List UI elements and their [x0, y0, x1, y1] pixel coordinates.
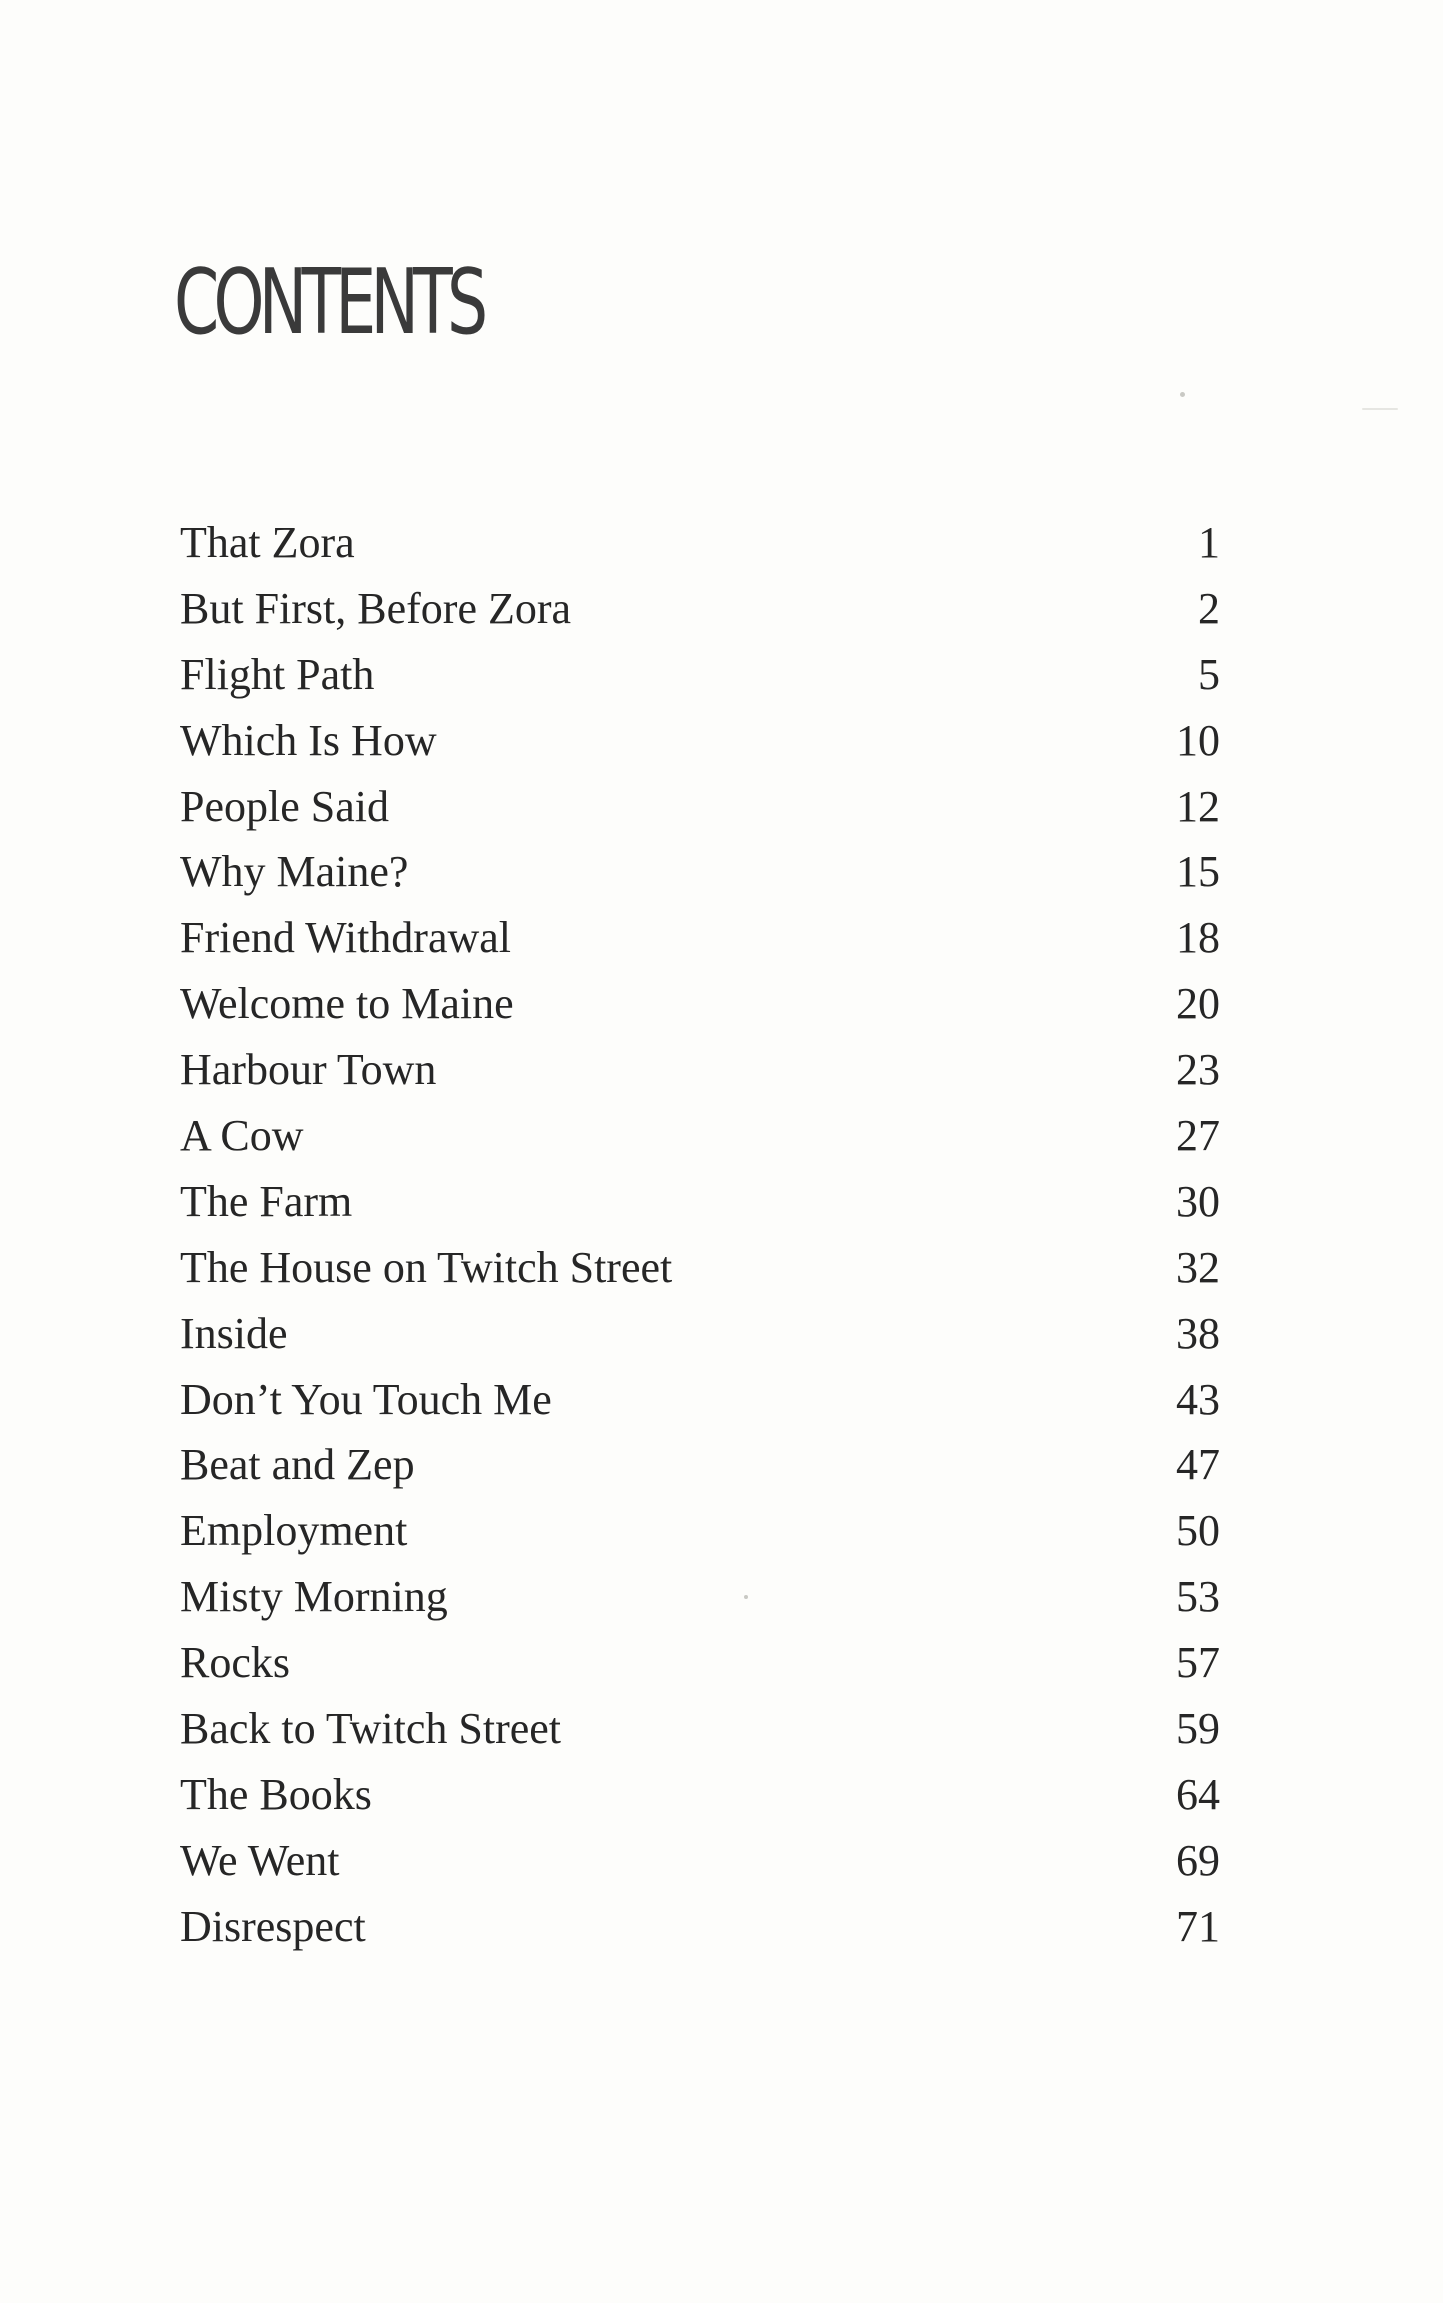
toc-entry: [180, 510, 1220, 576]
toc-entry-title: Back to Twitch Street: [180, 1704, 562, 1754]
toc-entry-title: Welcome to Maine: [180, 979, 514, 1029]
toc-entry-page: 2: [1198, 583, 1220, 633]
toc-entry: [180, 971, 1220, 1037]
toc-entry-page: 47: [1176, 1440, 1220, 1490]
toc-entry: [180, 576, 1220, 642]
toc-entry: [180, 774, 1220, 840]
toc-entry-title: We Went: [180, 1835, 340, 1885]
contents-heading: CONTENTS: [174, 250, 483, 355]
toc-entry-page: 32: [1176, 1242, 1220, 1292]
toc-entry-page: 1: [1198, 518, 1220, 567]
toc-entry: [180, 1894, 1220, 1960]
toc-entry-page: 15: [1176, 847, 1220, 897]
paper-speck: [744, 1595, 748, 1599]
toc-entry: [180, 1301, 1220, 1367]
toc-entry-title: Employment: [180, 1506, 408, 1556]
toc-entry-page: 18: [1176, 913, 1220, 963]
toc-entry-title: Flight Path: [180, 649, 375, 699]
toc-entry-title: The Farm: [180, 1176, 353, 1226]
toc-entry-page: 12: [1176, 781, 1220, 831]
toc-entry: [180, 905, 1220, 971]
toc-entry-title: Inside: [180, 1308, 288, 1358]
toc-entry-title: Disrespect: [180, 1901, 366, 1951]
toc-entry: [180, 1235, 1220, 1301]
toc-entry-page: 27: [1176, 1111, 1220, 1161]
toc-entry-page: 43: [1176, 1374, 1220, 1424]
toc-entry: [180, 1169, 1220, 1235]
paper-speck: [1362, 408, 1398, 410]
toc-entry: [180, 839, 1220, 905]
toc-entry-page: 64: [1176, 1769, 1220, 1819]
toc-entry-page: 59: [1176, 1704, 1220, 1754]
toc-entry-page: 71: [1176, 1901, 1220, 1951]
toc-entry-title: Don’t You Touch Me: [180, 1374, 552, 1424]
toc-entry: [180, 1432, 1220, 1498]
toc-entry: [180, 1630, 1220, 1696]
toc-entry-title: That Zora: [180, 518, 355, 567]
paper-speck: [1180, 392, 1185, 397]
toc-entry: [180, 1103, 1220, 1169]
toc-entry: [180, 1696, 1220, 1762]
toc-entry-title: Misty Morning: [180, 1572, 448, 1622]
toc-entry: [180, 642, 1220, 708]
toc-entry-page: 38: [1176, 1308, 1220, 1358]
toc-entry-title: Why Maine?: [180, 847, 409, 897]
toc-entry-title: The Books: [180, 1769, 372, 1819]
toc-entry-title: A Cow: [180, 1111, 304, 1161]
toc-entry-page: 5: [1198, 649, 1220, 699]
toc-entry-title: Rocks: [180, 1638, 290, 1688]
table-of-contents: [180, 510, 1220, 1960]
toc-entry-title: But First, Before Zora: [180, 583, 572, 633]
toc-entry: [180, 1828, 1220, 1894]
toc-entry: [180, 1367, 1220, 1433]
toc-entry-page: 10: [1176, 715, 1220, 765]
toc-entry-title: People Said: [180, 781, 389, 831]
toc-entry-title: Harbour Town: [180, 1045, 437, 1095]
toc-entry-page: 53: [1176, 1572, 1220, 1622]
toc-entry-title: Friend Withdrawal: [180, 913, 512, 963]
toc-entry: [180, 1498, 1220, 1564]
toc-entry: [180, 1762, 1220, 1828]
toc-entry: [180, 708, 1220, 774]
toc-entry-title: Beat and Zep: [180, 1440, 415, 1490]
toc-entry: [180, 1037, 1220, 1103]
toc-entry-page: 20: [1176, 979, 1220, 1029]
toc-entry: [180, 1564, 1220, 1630]
toc-entry-title: The House on Twitch Street: [180, 1242, 673, 1292]
toc-entry-page: 30: [1176, 1176, 1220, 1226]
toc-entry-page: 50: [1176, 1506, 1220, 1556]
toc-entry-page: 69: [1176, 1835, 1220, 1885]
toc-entry-title: Which Is How: [180, 715, 437, 765]
toc-entry-page: 23: [1176, 1045, 1220, 1095]
toc-entry-page: 57: [1176, 1638, 1220, 1688]
